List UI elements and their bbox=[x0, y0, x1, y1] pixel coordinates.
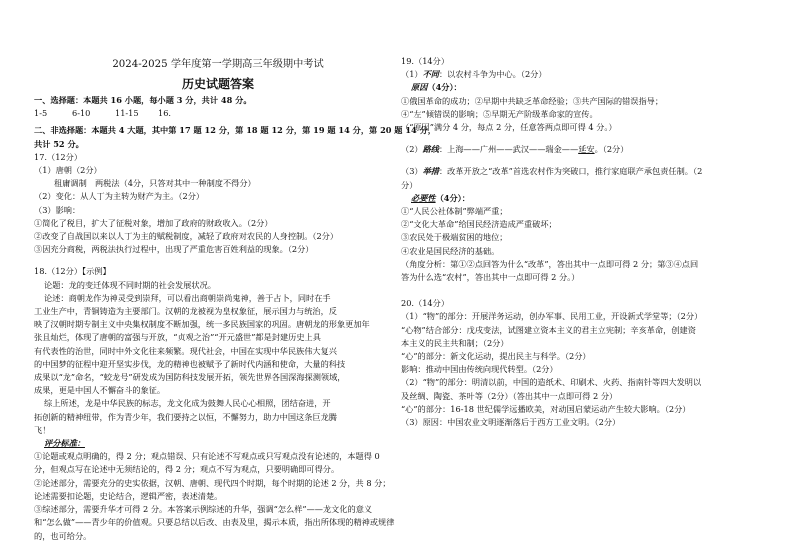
range-2: 6-10 bbox=[72, 108, 91, 119]
key-term: 必要性 bbox=[411, 192, 436, 203]
range-4: 16. bbox=[158, 108, 172, 119]
q19-line: 答为什么选“农村”，答出其中一点即可得 2 分。） bbox=[401, 272, 580, 283]
q17-line: （1）唐朝（2分） bbox=[34, 165, 102, 176]
q19-line: ①“人民公社体制”弊端严重； bbox=[401, 206, 508, 217]
section2-heading-line1: 二、非选择题：本题共 4 大题，其中第 17 题 12 分，第 18 题 12 分，第 19 题 14 分，第 20 题 14 分， bbox=[34, 125, 436, 136]
key-term: 原因 bbox=[411, 82, 428, 93]
q19-line: 分） bbox=[401, 179, 418, 190]
q20-line: 影响：推动中国由传统向现代转型。（2分） bbox=[401, 364, 558, 375]
q17-line: （3）影响： bbox=[34, 204, 81, 215]
q19-heading: 19.（14分） bbox=[401, 56, 450, 66]
q17-line: ②改变了自战国以来以人丁为主的赋税制度，减轻了政府对农民的人身控制。（2分） bbox=[34, 231, 339, 242]
q20-line: （2）“物”的部分：明清以前，中国的造纸术、印刷术、火药、指南针等四大发明以 bbox=[401, 377, 702, 388]
q18-line: 工业生产中，青铜铸造为主要部门。汉朝的龙被视为皇权象征，展示国力与统治，反 bbox=[34, 306, 337, 317]
q19-line: ①俄国革命的成功；②早期中共缺乏革命经验；③共产国际的错误指导； bbox=[401, 95, 664, 106]
q19-line: 原因（4分）： bbox=[411, 82, 462, 93]
q18-line: 有代表性的治世，同时中外文化往来频繁。现代社会，中国在实现中华民族伟大复兴 bbox=[34, 345, 337, 356]
rubric-line: 和“怎么做”——青少年的价值观。只要总结以后改、由表及里，揭示本质，指出所体现的精神或规律 bbox=[34, 517, 395, 528]
q19-line: （2）路线：上海——广州——武汉——瑞金——延安。（2分） bbox=[401, 144, 629, 155]
q17-heading: 17.（12分） bbox=[34, 151, 83, 162]
q19-line: 必要性（4分）： bbox=[411, 192, 470, 203]
q19-line: ②“文化大革命”给国民经济造成严重破坏； bbox=[401, 219, 557, 230]
rubric-line: ③综述部分，需要升华才可得 2 分。本答案示例综述的升华，强调“怎么样”——龙文化的意义 bbox=[34, 504, 373, 515]
q17-line: ③因充分商税，两税法执行过程中，出现了严重危害百姓利益的现象。（2分） bbox=[34, 244, 314, 255]
q18-line: 成果以“龙”命名，“蛟龙号”研发成为国防科技发展开拓，领先世界各国深海探测领域， bbox=[34, 372, 346, 383]
range-1: 1-5 bbox=[34, 108, 48, 119]
rubric-line: ①论题或观点明确的，得 2 分；观点错误、只有论述不写观点或只写观点没有论述的，本题得 0 bbox=[34, 451, 380, 462]
q20-line: （1）“物”的部分：开展洋务运动，创办军事、民用工业，开设新式学堂等；（2分） bbox=[401, 311, 703, 322]
q19-line: ③农民处于极端贫困的地位； bbox=[401, 232, 508, 243]
q18-heading: 18.（12分）【示例】 bbox=[34, 266, 111, 277]
q19-line: （3）举措：改革开放之“改革”首选农村作为突破口，推行家庭联产承包责任制。（2 bbox=[401, 166, 703, 177]
rubric-line: 分，但观点写在论述中无须结论的，得 2 分；观点不写为观点，只要明确即可得分。 bbox=[34, 464, 340, 475]
section2-heading-line2: 共计 52 分。 bbox=[34, 138, 84, 149]
q19-line: ④“左”倾错误的影响；⑤早期无产阶级革命家的宣传。 bbox=[401, 108, 598, 119]
q20-line: “心”的部分：新文化运动，提出民主与科学。（2分） bbox=[401, 351, 591, 362]
q20-line: “心物”结合部分：戊戌变法，试图建立资本主义的君主立宪制；辛亥革命，创建资 bbox=[401, 324, 696, 335]
q18-line: 论题：龙的变迁体现不同时期的社会发展状况。 bbox=[44, 279, 216, 290]
key-term: 举措 bbox=[422, 166, 439, 177]
exam-title: 2024-2025 学年度第一学期高三年级期中考试 bbox=[112, 59, 324, 70]
rubric-line: 的，也可给分。 bbox=[34, 530, 92, 541]
key-term: 不同 bbox=[422, 69, 439, 80]
rubric-line: ②论述部分，需要充分的史实依据，汉朝、唐朝、现代四个时期，每个时期的论述 2 分，共 8 分； bbox=[34, 477, 391, 488]
right-column bbox=[401, 55, 773, 429]
q19-line: （角度分析：第①②点回答为什么“改革”，答出其中一点即可得 2 分；第③④点回 bbox=[401, 258, 699, 269]
q18-line: 的中国梦的征程中迎开坚实步伐，龙的精神也被赋予了新时代内涵和使命，大量的科技 bbox=[34, 358, 346, 369]
q18-line: 成果，更是中国人不懈奋斗的象征。 bbox=[34, 385, 166, 396]
q17-line: ①简化了税目，扩大了征税对象，增加了政府的财政收入。（2分） bbox=[34, 217, 273, 228]
q18-line: 综上所述，龙是中华民族的标志，龙文化成为鼓舞人民心心相照，团结奋进，开 bbox=[44, 398, 331, 409]
q18-line: 张且灿烂，体现了唐朝的富强与开放，“贞观之治”“开元盛世”都是封建历史上具 bbox=[34, 332, 321, 343]
q19-line: （“原因”满分 4 分，每点 2 分，任意答两点即可得 4 分。） bbox=[401, 122, 617, 133]
section1-answer-ranges bbox=[34, 107, 392, 120]
q19-line: （1）不同：以农村斗争为中心。（2分） bbox=[401, 69, 547, 80]
q20-line: 本主义的民主共和制；（2分） bbox=[401, 337, 509, 348]
q18-line: 拓创新的精神纽带，作为青少年，我们要持之以恒，不懈努力，助力中国这条巨龙腾 bbox=[34, 411, 337, 422]
q18-line: 飞！ bbox=[34, 424, 51, 435]
q18-line: 映了汉朝时期专制主义中央集权制度不断加强，统一多民族国家的巩固。唐朝龙的形象更加年 bbox=[34, 319, 370, 330]
key-term: 路线 bbox=[422, 144, 439, 155]
rubric-line: 论述需要扣论题，史论结合，逻辑严密，表述清楚。 bbox=[34, 490, 223, 501]
section1-heading: 一、选择题：本题共 16 小题，每小题 3 分，共计 48 分。 bbox=[34, 95, 252, 105]
q20-heading: 20.（14分） bbox=[401, 298, 450, 309]
q20-line: 及丝绸、陶瓷、茶叶等（2分）（答出其中一点即可得 2 分） bbox=[401, 390, 618, 401]
q19-line: ④农业是国民经济的基础。 bbox=[401, 245, 500, 256]
q17-line: （2）变化：从人丁为主转为财产为主。（2分） bbox=[34, 191, 205, 202]
q18-line: 论述：商朝龙作为神灵受到崇拜，可以看出商朝崇尚鬼神，善于占卜，同时在手 bbox=[44, 292, 331, 303]
q20-line: “心”的部分：16-18 世纪儒学远播欧美，对动国启蒙运动产生较大影响。（2分） bbox=[401, 403, 691, 414]
range-3: 11-15 bbox=[115, 108, 139, 119]
q17-line: 租庸调制 两税法（4分，只答对其中一种制度不得分） bbox=[54, 178, 256, 189]
answer-title: 历史试题答案 bbox=[181, 77, 254, 91]
rubric-heading: 评分标准： bbox=[44, 438, 85, 449]
q20-line: （3）原因：中国农业文明逐渐落后于西方工业文明。（2分） bbox=[401, 417, 621, 428]
